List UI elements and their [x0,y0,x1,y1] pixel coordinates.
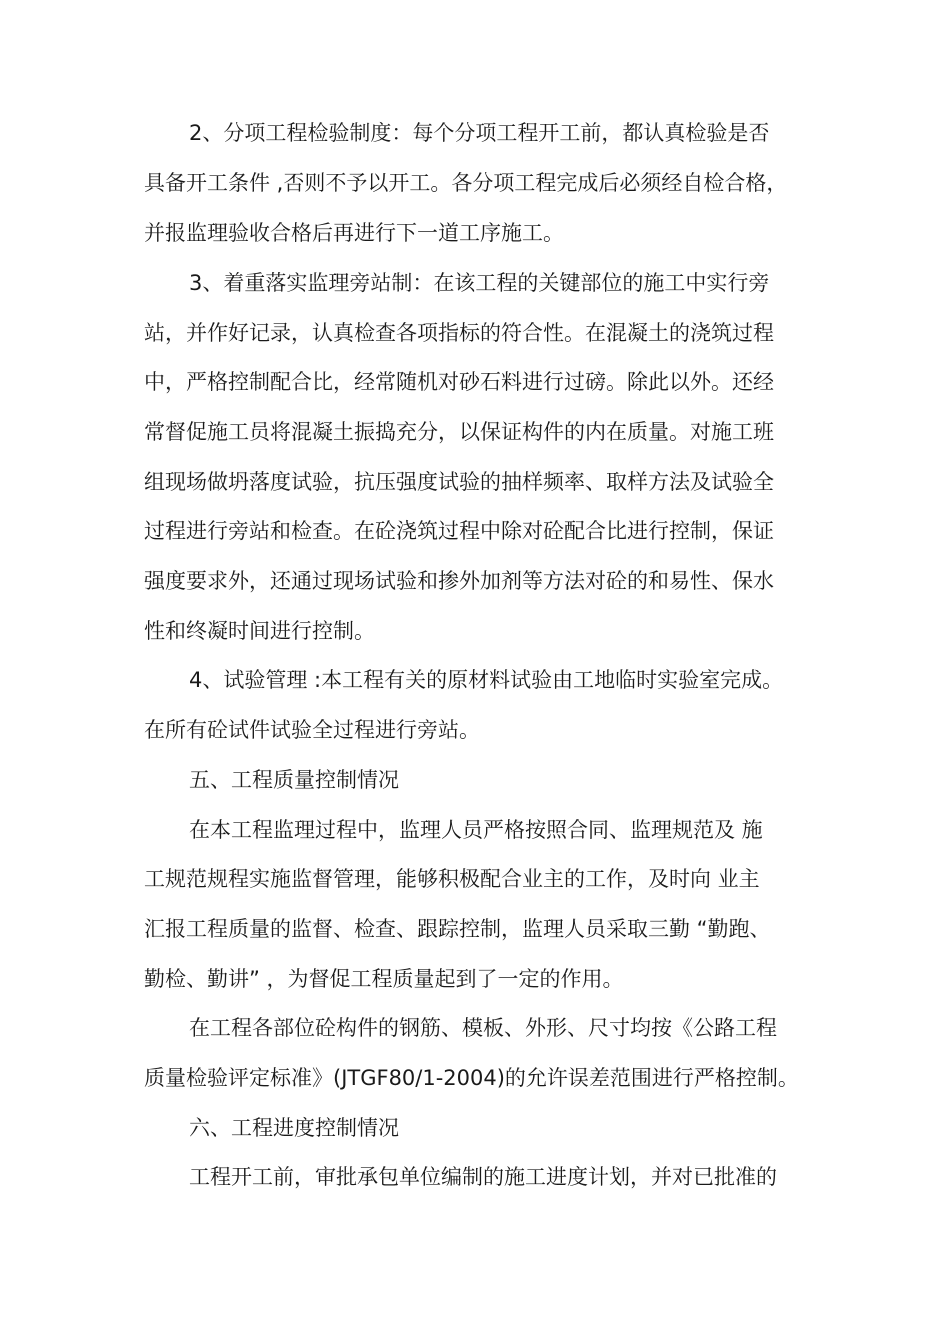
paragraph-line: 汇报工程质量的监督、检查、跟踪控制，监理人员采取三勤 “勤跑、 [144,917,771,941]
paragraph-line: 组现场做坍落度试验，抗压强度试验的抽样频率、取样方法及试验全 [144,470,774,494]
section-heading: 五、工程质量控制情况 [189,768,399,792]
paragraph-line: 勤检、勤讲” ，为督促工程质量起到了一定的作用。 [144,967,624,991]
paragraph-line: 在本工程监理过程中，监理人员严格按照合同、监理规范及 施 [189,818,763,842]
paragraph-line: 过程进行旁站和检查。在砼浇筑过程中除对砼配合比进行控制，保证 [144,519,774,543]
paragraph-line: 质量检验评定标准》(JTGF80/1-2004)的允许误差范围进行严格控制。 [144,1066,799,1090]
paragraph-line: 具备开工条件 ,否则不予以开工。各分项工程完成后必须经自检合格， [144,171,788,195]
paragraph-line: 性和终凝时间进行控制。 [144,619,375,643]
paragraph-line: 强度要求外，还通过现场试验和掺外加剂等方法对砼的和易性、保水 [144,569,774,593]
paragraph-line: 4、试验管理 :本工程有关的原材料试验由工地临时实验室完成。 [189,668,784,692]
paragraph-line: 3、着重落实监理旁站制：在该工程的关键部位的施工中实行旁 [189,271,770,295]
paragraph-line: 工规范规程实施监督管理，能够积极配合业主的工作，及时向 业主 [144,867,760,891]
section-heading: 六、工程进度控制情况 [189,1116,399,1140]
paragraph-line: 在工程各部位砼构件的钢筋、模板、外形、尺寸均按《公路工程 [189,1016,777,1040]
paragraph-line: 工程开工前，审批承包单位编制的施工进度计划，并对已批准的 [189,1165,777,1189]
paragraph-line: 在所有砼试件试验全过程进行旁站。 [144,718,480,742]
paragraph-line: 并报监理验收合格后再进行下一道工序施工。 [144,221,564,245]
paragraph-line: 常督促施工员将混凝土振捣充分，以保证构件的内在质量。对施工班 [144,420,774,444]
paragraph-line: 中，严格控制配合比，经常随机对砂石料进行过磅。除此以外。还经 [144,370,774,394]
paragraph-line: 站，并作好记录，认真检查各项指标的符合性。在混凝土的浇筑过程 [144,321,774,345]
paragraph-line: 2、分项工程检验制度：每个分项工程开工前，都认真检验是否 [189,121,770,145]
